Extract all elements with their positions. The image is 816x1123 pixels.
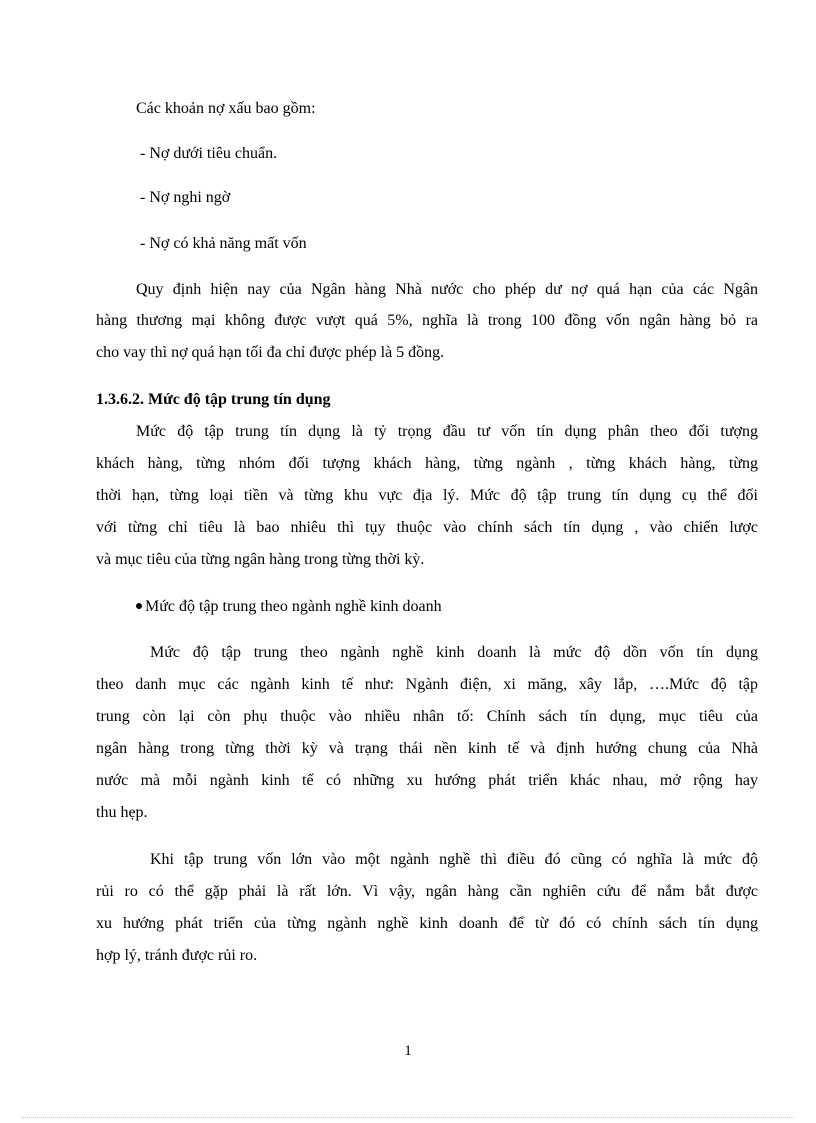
footer-divider xyxy=(22,1117,794,1118)
intro-item-substandard: - Nợ dưới tiêu chuẩn. xyxy=(140,145,278,162)
concentration-line-2: khách hàng, từng nhóm đối tượng khách hàng, từng ngành , từng khách hàng, từng xyxy=(96,455,758,472)
concentration-line-4: với từng chỉ tiêu là bao nhiêu thì tụy thuộc vào chính sách tín dụng , vào chiến lược xyxy=(96,519,758,536)
concentration-line-3: thời hạn, từng loại tiền và từng khu vực địa lý. Mức độ tập trung tín dụng cụ thể đối xyxy=(96,487,758,504)
regulation-line-2: hàng thương mại không được vượt quá 5%, nghĩa là trong 100 đồng vốn ngân hàng bỏ ra xyxy=(96,312,758,329)
risk-line-4: hợp lý, tránh được rủi ro. xyxy=(96,947,258,964)
industry-line-4: ngân hàng trong từng thời kỳ và trạng thái nền kinh tế và định hướng chung của Nhà xyxy=(96,740,758,757)
concentration-line-5: và mục tiêu của từng ngân hàng trong từng thời kỳ. xyxy=(96,551,425,568)
intro-item-doubtful: - Nợ nghi ngờ xyxy=(140,189,231,206)
industry-line-5: nước mà mỗi ngành kinh tế có những xu hướng phát triển khác nhau, mở rộng hay xyxy=(96,772,758,789)
risk-line-2: rủi ro có thể gặp phải là rất lớn. Vì vậy, ngân hàng cần nghiên cứu để nắm bắt được xyxy=(96,883,758,900)
intro-item-loss: - Nợ có khả năng mất vốn xyxy=(140,235,307,252)
bullet-item xyxy=(136,597,798,617)
intro-heading: Các khoản nợ xấu bao gồm: xyxy=(136,100,316,117)
section-title: 1.3.6.2. Mức độ tập trung tín dụng xyxy=(96,391,331,408)
bullet-text: Mức độ tập trung theo ngành nghề kinh doanh xyxy=(145,598,442,615)
risk-line-3: xu hướng phát triển của từng ngành nghề kinh doanh để từ đó có chính sách tín dụng xyxy=(96,915,758,932)
bullet-dot-icon xyxy=(136,603,142,609)
concentration-line-1: Mức độ tập trung tín dụng là tỷ trọng đầu tư vốn tín dụng phân theo đối tượng xyxy=(136,423,758,440)
industry-line-1: Mức độ tập trung theo ngành nghề kinh doanh là mức độ dồn vốn tín dụng xyxy=(150,644,758,661)
industry-line-3: trung còn lại còn phụ thuộc vào nhiều nhân tố: Chính sách tín dụng, mục tiêu của xyxy=(96,708,758,725)
regulation-line-3: cho vay thì nợ quá hạn tối đa chỉ được phép là 5 đồng. xyxy=(96,344,445,361)
risk-line-1: Khi tập trung vốn lớn vào một ngành nghề thì điều đó cũng có nghĩa là mức độ xyxy=(150,851,758,868)
regulation-line-1: Quy định hiện nay của Ngân hàng Nhà nước cho phép dư nợ quá hạn của các Ngân xyxy=(136,281,758,298)
industry-line-6: thu hẹp. xyxy=(96,804,148,821)
page-number: 1 xyxy=(404,1043,412,1059)
industry-line-2: theo danh mục các ngành kinh tế như: Ngành điện, xi măng, xây lắp, ….Mức độ tập xyxy=(96,676,758,693)
